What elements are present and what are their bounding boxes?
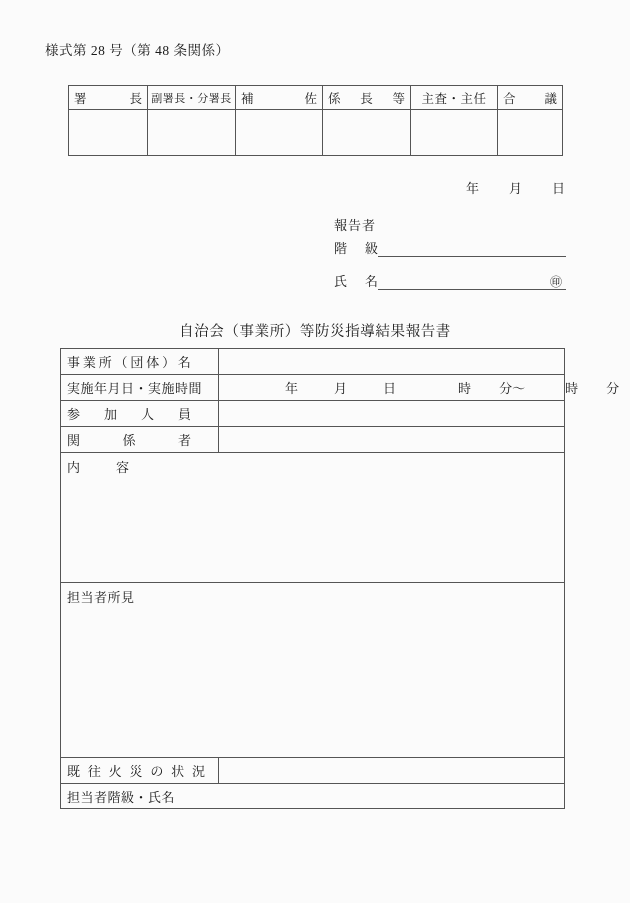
page-title: 自治会（事業所）等防災指導結果報告書 — [179, 324, 451, 340]
label-char: 関 — [67, 433, 81, 448]
approval-signature-cell-deputy-chief[interactable] — [148, 110, 236, 156]
label-char: 内 — [67, 460, 81, 475]
field-past-fire-history[interactable] — [219, 758, 565, 784]
approval-header-deputy-chief: 副署長・分署長 — [148, 86, 236, 110]
field-implementation-datetime[interactable] — [219, 375, 620, 401]
label-past-fire-history — [61, 758, 219, 784]
datetime-end-hour-label: 時 — [565, 381, 579, 396]
label-char: 名 — [177, 355, 191, 370]
datetime-start-minute-label: 分〜 — [499, 381, 526, 396]
label-char: の — [150, 764, 164, 779]
seal-icon: ㊞ — [549, 275, 562, 289]
field-content[interactable] — [61, 453, 565, 583]
table-row-content — [61, 453, 565, 583]
form-number: 様式第 28 号（第 48 条関係） — [45, 43, 230, 58]
approval-header-conference-char-2: 議 — [544, 91, 557, 106]
label-participants — [61, 401, 219, 427]
reporter-name-input[interactable] — [378, 269, 566, 290]
label-char: 人 — [140, 407, 154, 422]
approval-header-chief-char-1: 署 — [74, 91, 87, 106]
approval-header-chief — [69, 86, 148, 110]
datetime-start-hour-label: 時 — [458, 381, 472, 396]
field-officer-opinion[interactable]: 担当者所見 — [61, 583, 565, 758]
reporter-name-label-char-2: 名 — [364, 274, 378, 289]
table-row-organization-name — [61, 349, 565, 375]
reporter-block — [334, 215, 566, 290]
date-line — [466, 178, 565, 197]
approval-header-section-chief-char-2: 長 — [360, 91, 373, 106]
label-char: 参 — [67, 407, 81, 422]
label-char: 火 — [108, 764, 122, 779]
label-char: 既 — [67, 764, 81, 779]
datetime-year-label: 年 — [285, 381, 299, 396]
approval-header-conference — [498, 86, 563, 110]
reporter-heading: 報告者 — [334, 218, 377, 233]
approval-header-section-chief-char-1: 係 — [328, 91, 341, 106]
field-organization-name[interactable] — [219, 349, 565, 375]
table-row-past-fire-history — [61, 758, 565, 784]
label-char: （ — [114, 355, 128, 370]
label-char: 況 — [191, 764, 205, 779]
approval-header-assistant — [236, 86, 323, 110]
approval-header-conference-char-1: 合 — [503, 91, 516, 106]
label-char: 員 — [177, 407, 191, 422]
label-char: 往 — [87, 764, 101, 779]
table-row-participants — [61, 401, 565, 427]
label-char: 災 — [129, 764, 143, 779]
date-year-label: 年 — [466, 181, 480, 196]
approval-table — [68, 85, 563, 156]
label-char: 業 — [82, 355, 96, 370]
label-char: 所 — [98, 355, 112, 370]
reporter-name-label-char-1: 氏 — [334, 274, 348, 289]
approval-signature-cell-inspector[interactable] — [411, 110, 498, 156]
label-related-persons — [61, 427, 219, 453]
table-row-officer-opinion — [61, 583, 565, 758]
reporter-rank-input[interactable] — [378, 236, 566, 257]
table-row-related-persons — [61, 427, 565, 453]
reporter-rank-label — [334, 238, 378, 257]
approval-header-section-chief — [323, 86, 411, 110]
reporter-rank-label-char-2: 級 — [364, 241, 378, 256]
table-row-implementation-datetime — [61, 375, 565, 401]
reporter-rank-label-char-1: 階 — [334, 241, 348, 256]
approval-header-inspector: 主査・主任 — [411, 86, 498, 110]
approval-header-assistant-char-2: 佐 — [304, 91, 317, 106]
approval-header-chief-char-2: 長 — [129, 91, 142, 106]
label-char: 団 — [130, 355, 144, 370]
approval-signature-cell-assistant[interactable] — [236, 110, 323, 156]
reporter-name-label — [334, 271, 378, 290]
label-char: ） — [162, 355, 176, 370]
date-month-label: 月 — [509, 181, 523, 196]
label-char: 体 — [146, 355, 160, 370]
approval-header-section-chief-char-3: 等 — [392, 91, 405, 106]
approval-header-row — [69, 86, 563, 110]
label-char: 加 — [103, 407, 117, 422]
approval-header-assistant-char-1: 補 — [241, 91, 254, 106]
approval-signature-row — [69, 110, 563, 156]
label-char: 者 — [177, 433, 191, 448]
datetime-day-label: 日 — [383, 381, 397, 396]
label-char: 事 — [67, 355, 81, 370]
field-participants[interactable] — [219, 401, 565, 427]
approval-signature-cell-chief[interactable] — [69, 110, 148, 156]
reporter-rank-row — [334, 237, 566, 257]
label-char: 状 — [171, 764, 185, 779]
reporter-name-row — [334, 270, 566, 290]
label-char: 係 — [122, 433, 136, 448]
field-related-persons[interactable] — [219, 427, 565, 453]
label-char: 容 — [115, 460, 129, 475]
approval-signature-cell-section-chief[interactable] — [323, 110, 411, 156]
table-row-officer-rank-name — [61, 784, 565, 809]
date-day-label: 日 — [552, 181, 566, 196]
label-organization-name — [61, 349, 219, 375]
datetime-end-minute-label: 分 — [606, 381, 620, 396]
report-table — [60, 348, 620, 809]
field-officer-rank-name[interactable]: 担当者階級・氏名 — [61, 784, 565, 809]
datetime-month-label: 月 — [334, 381, 348, 396]
label-implementation-datetime: 実施年月日・実施時間 — [61, 375, 219, 401]
approval-signature-cell-conference[interactable] — [498, 110, 563, 156]
